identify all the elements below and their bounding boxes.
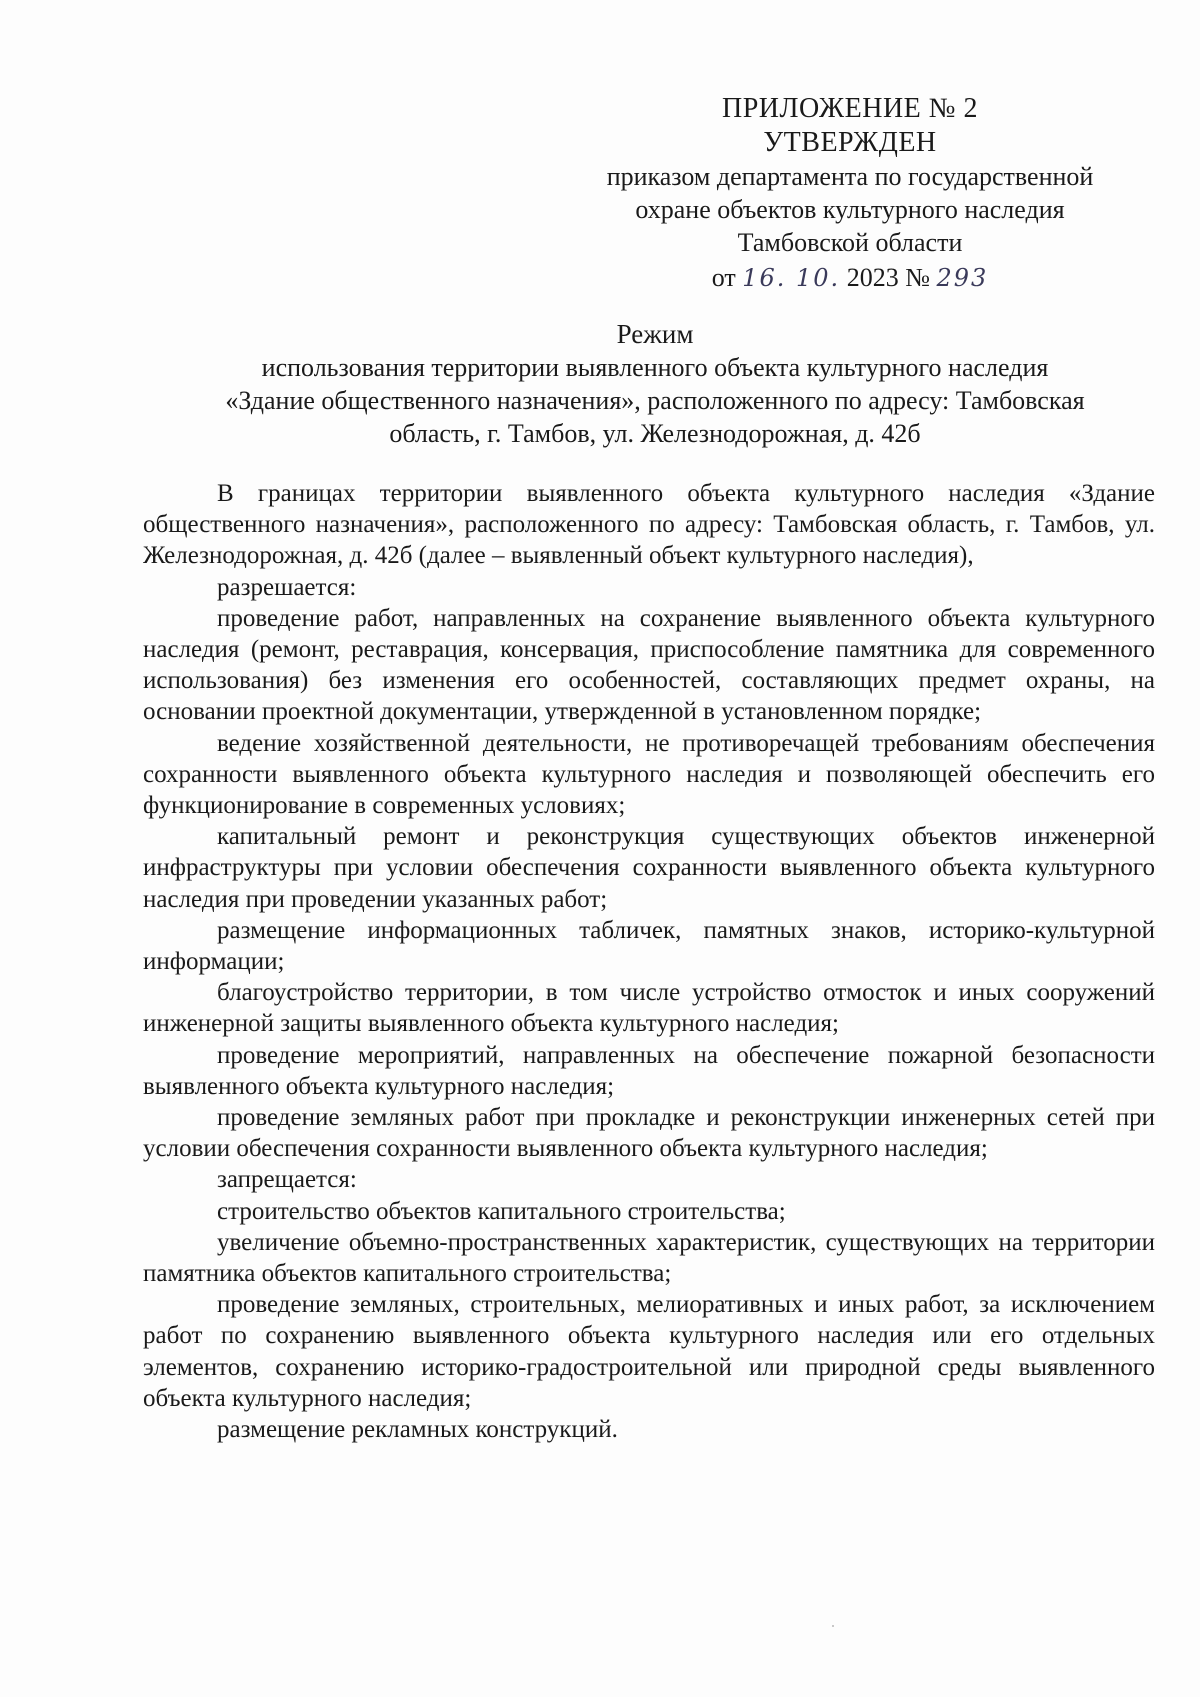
title-line-3: «Здание общественного назначения», расположенного по адресу: Тамбовская bbox=[225, 386, 1085, 415]
forbidden-item-3: проведение земляных, строительных, мелиоративных и иных работ, за исключением работ по сохранению выявленного объекта культурного наследия или его отдельных элементов, сохранению историко-градостроительной или природной среды выявленного объекта культурного наследия; bbox=[143, 1291, 1155, 1412]
allowed-item-5: благоустройство территории, в том числе устройство отмосток и иных сооружений инженерной защиты выявленного объекта культурного наследия; bbox=[143, 979, 1155, 1038]
handwritten-date: 16. 10. bbox=[742, 264, 841, 292]
allowed-item-3: капитальный ремонт и реконструкция существующих объектов инженерной инфраструктуры при условии обеспечения сохранности выявленного объекта культурного наследия при проведении указанных работ; bbox=[143, 823, 1155, 913]
forbidden-item-1: строительство объектов капитального строительства; bbox=[217, 1197, 786, 1225]
scan-speck bbox=[832, 1625, 834, 1627]
appendix-label: ПРИЛОЖЕНИЕ № 2 bbox=[722, 93, 978, 124]
order-year: 2023 № bbox=[846, 263, 930, 292]
forbidden-item-2: увеличение объемно-пространственных характеристик, существующих на территории памятника объектов капитального строительства; bbox=[143, 1228, 1155, 1288]
title-line-2: использования территории выявленного объекта культурного наследия bbox=[261, 353, 1049, 382]
allowed-item-1: проведение работ, направленных на сохранение выявленного объекта культурного наследия (ремонт, реставрация, консервация, приспособление памятника для современного использования) без изменения его особенностей, составляющих предмет охраны, на основании проектной документации, утвержденной в установленном порядке; bbox=[143, 604, 1155, 726]
forbidden-item-4: размещение рекламных конструкций. bbox=[217, 1416, 618, 1444]
allowed-item-2: ведение хозяйственной деятельности, не противоречащей требованиям обеспечения сохранности выявленного объекта культурного наследия и позволяющей обеспечить его функционирование в современных условиях; bbox=[143, 729, 1155, 820]
allowed-item-4: размещение информационных табличек, памятных знаков, историко-культурной информации; bbox=[143, 916, 1155, 976]
title-line-4: область, г. Тамбов, ул. Железнодорожная, д. 42б bbox=[389, 419, 921, 448]
allowed-item-6: проведение мероприятий, направленных на обеспечение пожарной безопасности выявленного объекта культурного наследия; bbox=[143, 1041, 1155, 1100]
title-line-1: Режим bbox=[616, 319, 694, 349]
document-body bbox=[143, 478, 1155, 1445]
date-prefix: от bbox=[711, 263, 736, 292]
approval-line-2: охране объектов культурного наследия bbox=[635, 195, 1065, 224]
document-title bbox=[150, 318, 1160, 450]
approval-line-3: Тамбовской области bbox=[737, 228, 963, 257]
approval-header bbox=[560, 92, 1140, 295]
approved-label: УТВЕРЖДЕН bbox=[763, 127, 937, 158]
allowed-item-7: проведение земляных работ при прокладке и реконструкции инженерных сетей при условии обеспечения сохранности выявленного объекта культурного наследия; bbox=[143, 1104, 1155, 1163]
order-date-line bbox=[560, 261, 1140, 295]
forbidden-heading: запрещается: bbox=[217, 1166, 357, 1194]
handwritten-number: 293 bbox=[936, 264, 989, 292]
approval-line-1: приказом департамента по государственной bbox=[606, 162, 1094, 191]
allowed-heading: разрешается: bbox=[217, 573, 357, 601]
intro-paragraph: В границах территории выявленного объекта культурного наследия «Здание общественного назначения», расположенного по адресу: Тамбовская область, г. Тамбов, ул. Железнодорожная, д. 42б (далее – выявленный объект культурного наследия), bbox=[143, 480, 1155, 570]
